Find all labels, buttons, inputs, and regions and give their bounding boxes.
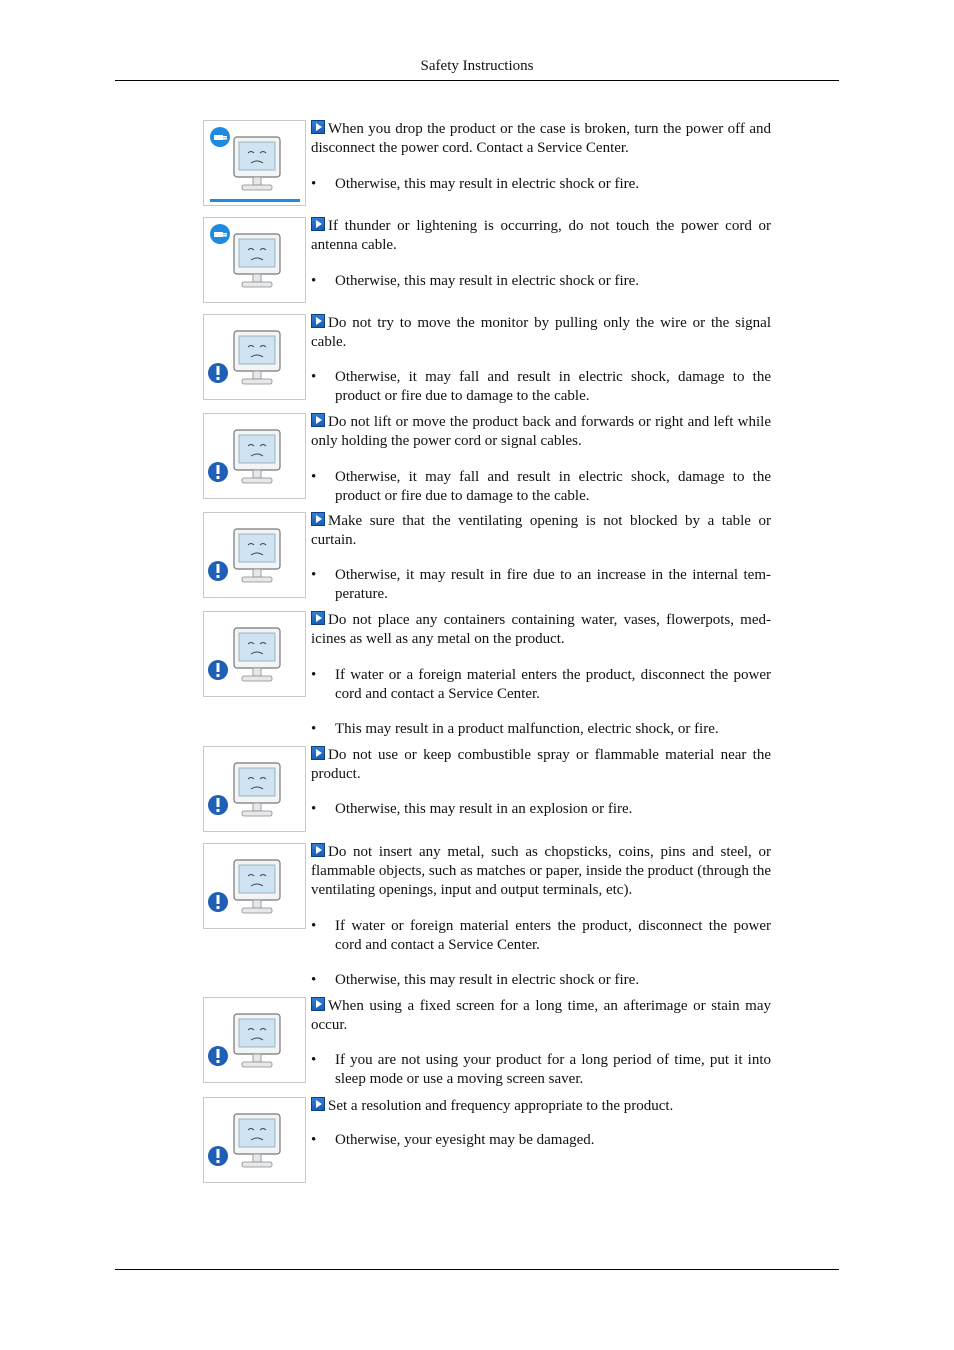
consequence-text: If you are not using your product for a long period of time, put it into sleep mode or use a moving screen saver. <box>335 1052 771 1087</box>
bullet-dot-icon: • <box>311 1052 317 1068</box>
consequence-text: Otherwise, it may result in fire due to an increase in the internal tem-perature. <box>335 567 771 602</box>
arrow-bullet-icon <box>311 120 325 134</box>
arrow-bullet-icon <box>311 1097 325 1111</box>
arrow-bullet-icon <box>311 611 325 625</box>
warning-icon <box>204 612 305 696</box>
arrow-bullet-icon <box>311 512 325 526</box>
safety-illustration <box>203 843 306 929</box>
warning-icon <box>204 513 305 597</box>
consequence-text: Otherwise, it may fall and result in electric shock, damage to the product or fire due to damage to the cable. <box>335 469 771 504</box>
consequence-bullet <box>311 468 771 506</box>
bullet-dot-icon: • <box>311 801 317 817</box>
instruction-lead <box>311 1097 771 1116</box>
instruction-lead <box>311 314 771 352</box>
bullet-dot-icon: • <box>311 369 317 385</box>
bullet-dot-icon: • <box>311 721 317 737</box>
consequence-text: Otherwise, this may result in electric shock or fire. <box>335 176 640 192</box>
consequence-text: Otherwise, this may result in electric shock or fire. <box>335 273 640 289</box>
safety-illustration <box>203 120 306 206</box>
page-header-title: Safety Instructions <box>420 58 534 74</box>
instruction-lead-text: Set a resolution and frequency appropriate to the product. <box>328 1098 674 1114</box>
consequence-text: Otherwise, your eyesight may be damaged. <box>335 1132 595 1148</box>
warning-icon <box>204 315 305 399</box>
bullet-dot-icon: • <box>311 176 317 192</box>
instruction-lead-text: If thunder or lightening is occurring, do not touch the power cord or antenna cable. <box>311 218 771 253</box>
safety-illustration <box>203 611 306 697</box>
warning-icon <box>204 998 305 1082</box>
consequence-text: If water or foreign material enters the product, disconnect the power cord and contact a Service Center. <box>335 918 771 953</box>
instruction-lead-text: Do not insert any metal, such as chopsticks, coins, pins and steel, or flammable objects, such as matches or paper, inside the product (through the ventilating openings, input and output terminals, etc). <box>311 844 771 898</box>
instruction-lead-text: When you drop the product or the case is broken, turn the power off and disconnect the power cord. Contact a Service Center. <box>311 121 771 156</box>
bullet-dot-icon: • <box>311 469 317 485</box>
instruction-lead-text: Do not try to move the monitor by pulling only the wire or the signal cable. <box>311 315 771 350</box>
instruction-lead-text: Make sure that the ventilating opening is not blocked by a table or curtain. <box>311 513 771 548</box>
consequence-text: If water or a foreign material enters the product, disconnect the power cord and contact a Service Center. <box>335 667 771 702</box>
safety-illustration <box>203 1097 306 1183</box>
safety-illustration <box>203 314 306 400</box>
bullet-dot-icon: • <box>311 972 317 988</box>
instruction-lead-text: Do not use or keep combustible spray or flammable material near the product. <box>311 747 771 782</box>
warning-icon <box>204 747 305 831</box>
instruction-lead-text: Do not lift or move the product back and forwards or right and left while only holding the power cord or signal cables. <box>311 414 771 449</box>
instruction-lead <box>311 611 771 649</box>
instruction-lead <box>311 843 771 900</box>
safety-illustration <box>203 512 306 598</box>
bullet-dot-icon: • <box>311 273 317 289</box>
warning-icon <box>204 414 305 498</box>
consequence-bullet <box>311 666 771 704</box>
header-rule <box>115 80 839 81</box>
consequence-text: This may result in a product malfunction, electric shock, or fire. <box>335 721 719 737</box>
instruction-lead <box>311 997 771 1035</box>
instruction-lead <box>311 512 771 550</box>
arrow-bullet-icon <box>311 997 325 1011</box>
consequence-bullet <box>311 1051 771 1089</box>
consequence-text: Otherwise, this may result in electric shock or fire. <box>335 972 640 988</box>
instruction-lead <box>311 217 771 255</box>
consequence-bullet <box>311 368 771 406</box>
warning-icon <box>204 844 305 928</box>
consequence-bullet <box>311 175 771 194</box>
arrow-bullet-icon <box>311 314 325 328</box>
instruction-lead <box>311 413 771 451</box>
bullet-dot-icon: • <box>311 1132 317 1148</box>
arrow-bullet-icon <box>311 413 325 427</box>
consequence-bullet <box>311 800 771 819</box>
consequence-bullet <box>311 272 771 291</box>
bullet-dot-icon: • <box>311 918 317 934</box>
arrow-bullet-icon <box>311 746 325 760</box>
instruction-lead <box>311 120 771 158</box>
bullet-dot-icon: • <box>311 667 317 683</box>
consequence-bullet <box>311 1131 771 1150</box>
instruction-lead-text: Do not place any containers containing water, vases, flowerpots, med-icines as well as any metal on the product. <box>311 612 771 647</box>
instruction-lead-text: When using a fixed screen for a long time, an afterimage or stain may occur. <box>311 998 771 1033</box>
bullet-dot-icon: • <box>311 567 317 583</box>
consequence-bullet <box>311 566 771 604</box>
consequence-bullet <box>311 971 771 990</box>
unplug-icon <box>204 218 305 302</box>
safety-illustration <box>203 746 306 832</box>
warning-icon <box>204 1098 305 1182</box>
safety-illustration <box>203 413 306 499</box>
consequence-text: Otherwise, this may result in an explosion or fire. <box>335 801 633 817</box>
safety-illustration <box>203 997 306 1083</box>
arrow-bullet-icon <box>311 843 325 857</box>
arrow-bullet-icon <box>311 217 325 231</box>
consequence-text: Otherwise, it may fall and result in electric shock, damage to the product or fire due to damage to the cable. <box>335 369 771 404</box>
consequence-bullet <box>311 917 771 955</box>
unplug-icon <box>204 121 305 205</box>
consequence-bullet <box>311 720 771 739</box>
footer-rule <box>115 1269 839 1270</box>
safety-illustration <box>203 217 306 303</box>
instruction-lead <box>311 746 771 784</box>
